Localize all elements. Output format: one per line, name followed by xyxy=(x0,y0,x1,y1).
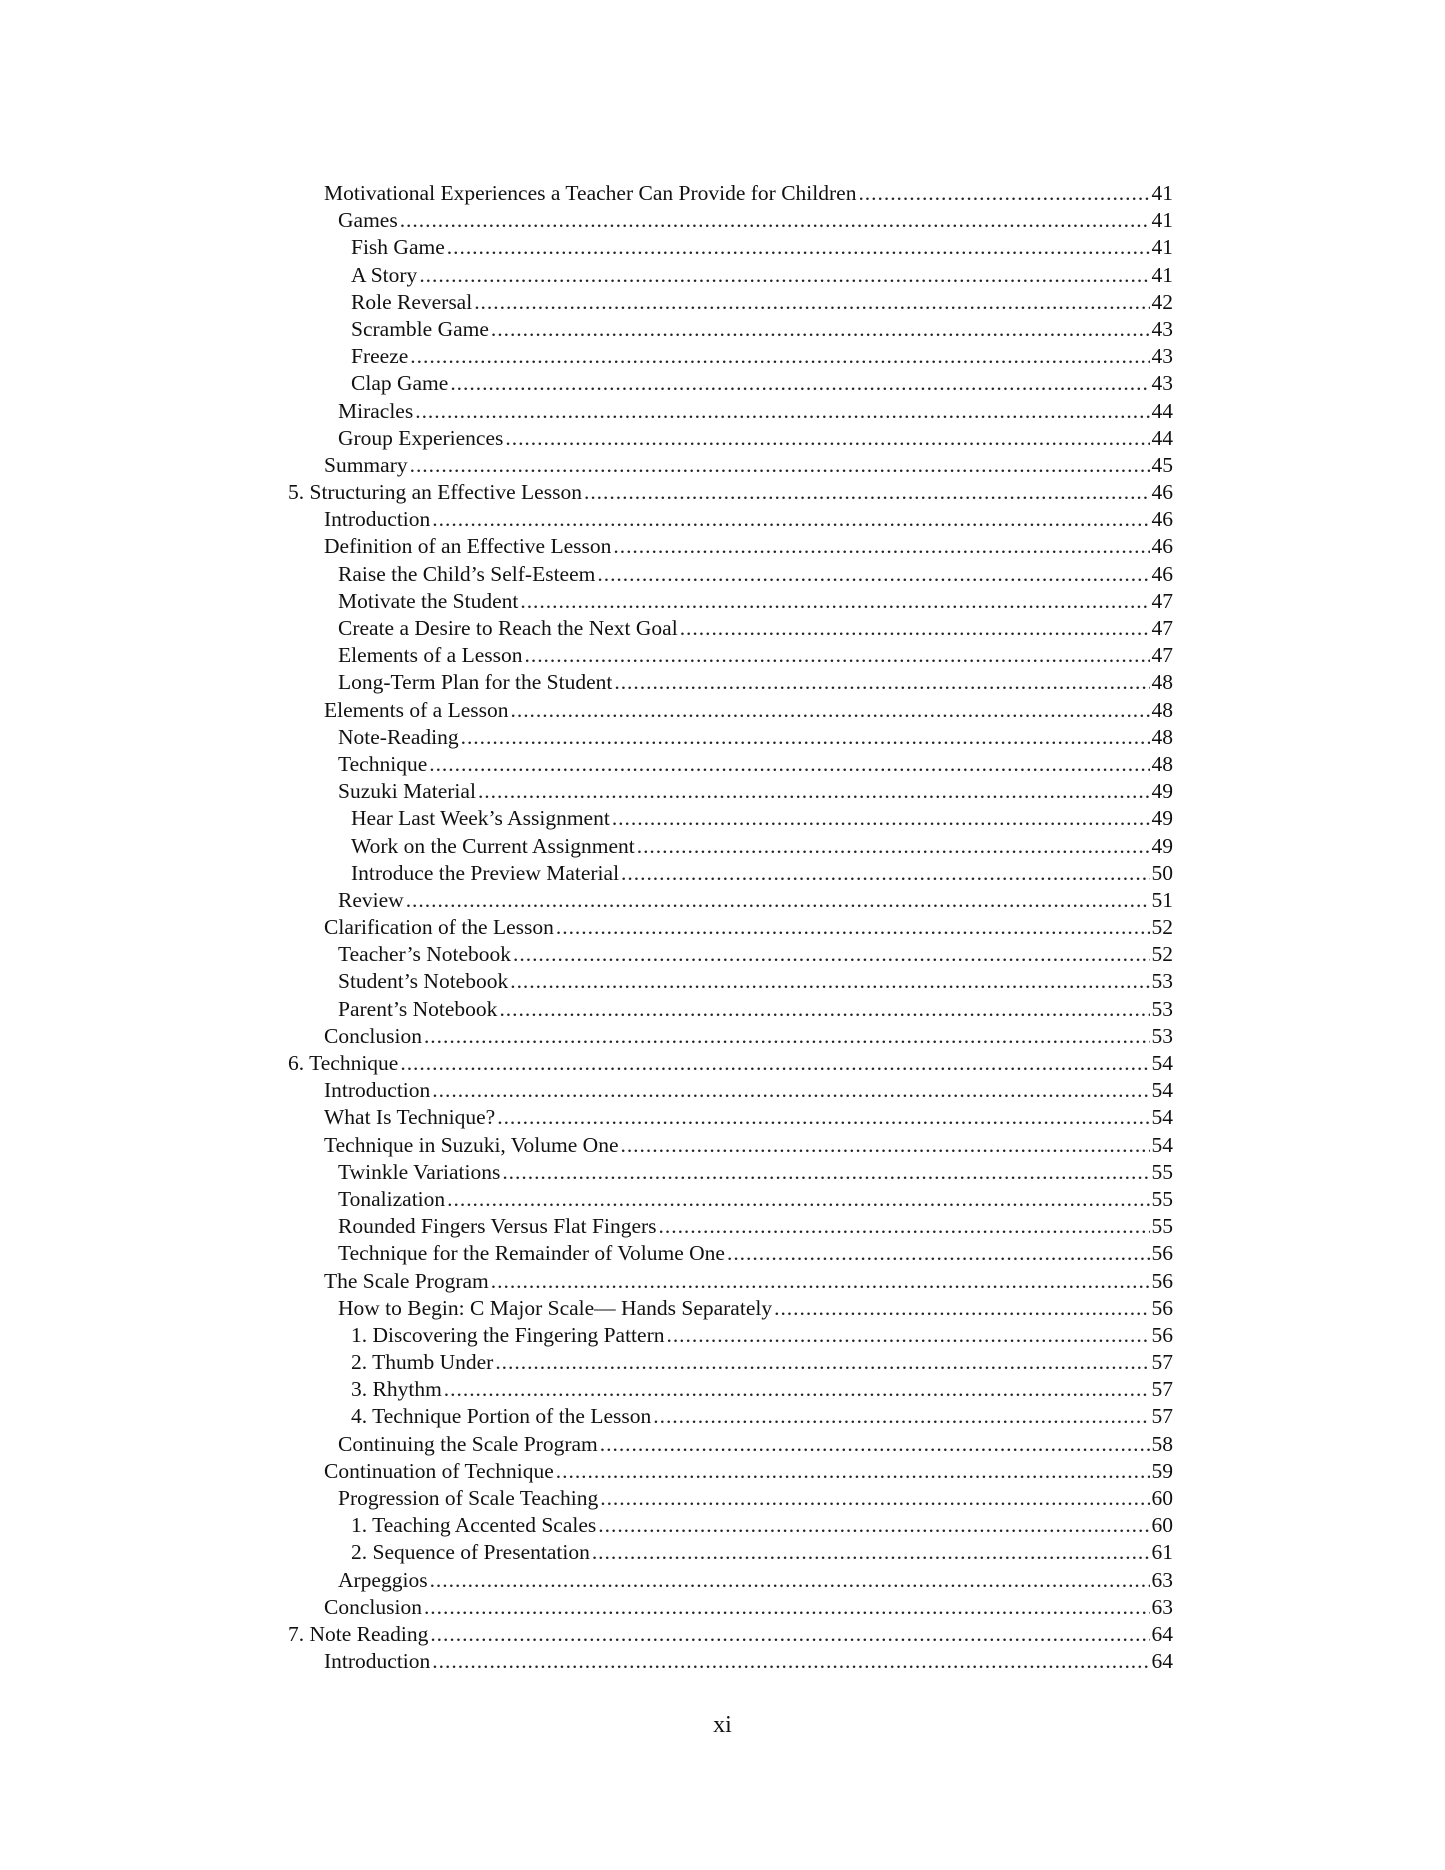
toc-entry-page: 59 xyxy=(1151,1458,1173,1483)
toc-entry-title: 7. Note Reading xyxy=(288,1621,429,1646)
dot-leader xyxy=(614,669,1149,696)
toc-entry-title: Technique xyxy=(338,751,428,776)
toc-entry-page: 46 xyxy=(1151,561,1173,586)
toc-entry-title: Fish Game xyxy=(351,235,445,260)
toc-entry xyxy=(288,588,1173,615)
toc-entry xyxy=(288,833,1173,860)
toc-entry xyxy=(288,425,1173,452)
toc-entry xyxy=(288,561,1173,588)
toc-entry-title: Elements of a Lesson xyxy=(338,643,523,668)
toc-entry-title: Clarification of the Lesson xyxy=(324,915,554,940)
toc-entry-title: Long-Term Plan for the Student xyxy=(338,670,613,695)
dot-leader xyxy=(612,805,1150,832)
toc-entry xyxy=(288,1539,1173,1566)
toc-entry-title: Parent’s Notebook xyxy=(338,996,498,1021)
dot-leader xyxy=(410,343,1149,370)
toc-entry xyxy=(288,751,1173,778)
toc-entry-page: 52 xyxy=(1151,915,1173,940)
dot-leader xyxy=(556,1458,1150,1485)
toc-entry xyxy=(288,1050,1173,1077)
toc-entry-page: 60 xyxy=(1151,1486,1173,1510)
toc-entry-title: Introduction xyxy=(324,1078,431,1103)
toc-entry xyxy=(288,1648,1173,1675)
toc-entry-page: 44 xyxy=(1151,398,1173,423)
toc-entry-title: Introduction xyxy=(324,507,431,532)
toc-entry xyxy=(288,207,1173,234)
toc-entry-title: 2. Sequence of Presentation xyxy=(351,1540,590,1565)
toc-entry-title: 1. Discovering the Fingering Pattern xyxy=(351,1322,665,1347)
toc-entry xyxy=(288,533,1173,560)
toc-entry-page: 53 xyxy=(1151,969,1173,994)
toc-entry-title: Freeze xyxy=(351,344,409,369)
toc-entry-title: Hear Last Week’s Assignment xyxy=(351,806,610,831)
toc-entry-page: 57 xyxy=(1151,1404,1173,1429)
toc-entry-title: Progression of Scale Teaching xyxy=(338,1486,599,1510)
toc-entry-page: 43 xyxy=(1151,344,1173,369)
dot-leader xyxy=(525,642,1150,669)
dot-leader xyxy=(666,1322,1149,1349)
toc-entry-title: Introduce the Preview Material xyxy=(351,860,620,885)
dot-leader xyxy=(432,506,1149,533)
toc-entry-page: 56 xyxy=(1151,1322,1173,1347)
toc-entry xyxy=(288,1403,1173,1430)
toc-entry-title: Work on the Current Assignment xyxy=(351,833,635,858)
toc-entry-page: 56 xyxy=(1151,1295,1173,1320)
dot-leader xyxy=(659,1213,1150,1240)
toc-entry xyxy=(288,1132,1173,1159)
toc-entry-page: 54 xyxy=(1151,1051,1173,1075)
toc-entry-title: Technique in Suzuki, Volume One xyxy=(324,1132,619,1157)
dot-leader xyxy=(424,1023,1150,1050)
toc-entry-title: Arpeggios xyxy=(338,1567,428,1592)
toc-entry-page: 53 xyxy=(1151,1023,1173,1048)
dot-leader xyxy=(424,1594,1150,1621)
toc-entry-title: Conclusion xyxy=(324,1594,422,1619)
dot-leader xyxy=(478,778,1150,805)
dot-leader xyxy=(491,1268,1150,1295)
dot-leader xyxy=(430,1567,1150,1594)
toc-entry xyxy=(288,180,1173,207)
toc-entry xyxy=(288,1458,1173,1485)
toc-entry xyxy=(288,1213,1173,1240)
toc-entry-page: 41 xyxy=(1151,208,1173,233)
toc-entry-page: 47 xyxy=(1151,643,1173,668)
dot-leader xyxy=(444,1376,1150,1403)
dot-leader xyxy=(513,941,1149,968)
dot-leader xyxy=(653,1403,1149,1430)
dot-leader xyxy=(600,1431,1150,1458)
toc-entry-page: 45 xyxy=(1151,452,1173,477)
toc-entry-title: Conclusion xyxy=(324,1023,422,1048)
toc-entry xyxy=(288,1240,1173,1267)
dot-leader xyxy=(430,1621,1149,1648)
toc-entry-page: 49 xyxy=(1151,833,1173,858)
toc-entry xyxy=(288,1621,1173,1648)
toc-entry-title: 6. Technique xyxy=(288,1051,399,1075)
toc-entry-page: 49 xyxy=(1151,779,1173,804)
dot-leader xyxy=(592,1539,1150,1566)
toc-entry-page: 56 xyxy=(1151,1268,1173,1293)
dot-leader xyxy=(432,1077,1149,1104)
table-of-contents xyxy=(288,180,1173,1675)
dot-leader xyxy=(499,996,1149,1023)
toc-entry-page: 54 xyxy=(1151,1078,1173,1103)
dot-leader xyxy=(474,289,1149,316)
dot-leader xyxy=(461,724,1150,751)
toc-entry-title: What Is Technique? xyxy=(324,1105,496,1130)
toc-entry-page: 64 xyxy=(1151,1649,1173,1674)
toc-entry-title: Continuing the Scale Program xyxy=(338,1431,598,1456)
toc-entry xyxy=(288,642,1173,669)
toc-entry-page: 60 xyxy=(1151,1513,1173,1538)
dot-leader xyxy=(497,1104,1149,1131)
toc-entry-title: Continuation of Technique xyxy=(324,1458,554,1483)
dot-leader xyxy=(858,180,1149,207)
dot-leader xyxy=(598,1512,1149,1539)
dot-leader xyxy=(400,207,1150,234)
toc-entry-title: Definition of an Effective Lesson xyxy=(324,534,612,559)
toc-entry-title: Role Reversal xyxy=(351,289,473,314)
toc-entry xyxy=(288,1104,1173,1131)
toc-entry xyxy=(288,697,1173,724)
toc-entry-title: Twinkle Variations xyxy=(338,1159,501,1184)
toc-entry-title: Student’s Notebook xyxy=(338,969,509,994)
toc-entry-page: 57 xyxy=(1151,1377,1173,1402)
dot-leader xyxy=(511,697,1150,724)
toc-entry-title: Rounded Fingers Versus Flat Fingers xyxy=(338,1214,657,1239)
dot-leader xyxy=(495,1349,1149,1376)
toc-entry-title: How to Begin: C Major Scale— Hands Separately xyxy=(338,1295,773,1320)
dot-leader xyxy=(556,914,1150,941)
toc-entry-title: Scramble Game xyxy=(351,316,489,341)
toc-entry xyxy=(288,887,1173,914)
toc-entry-title: Note-Reading xyxy=(338,724,459,749)
toc-entry xyxy=(288,1186,1173,1213)
toc-entry-page: 54 xyxy=(1151,1105,1173,1130)
toc-entry-page: 48 xyxy=(1151,724,1173,749)
toc-entry-title: Miracles xyxy=(338,398,414,423)
toc-entry-page: 46 xyxy=(1151,534,1173,559)
toc-entry xyxy=(288,452,1173,479)
dot-leader xyxy=(637,833,1150,860)
toc-entry xyxy=(288,479,1173,506)
toc-entry xyxy=(288,996,1173,1023)
toc-entry xyxy=(288,1159,1173,1186)
toc-entry-page: 55 xyxy=(1151,1186,1173,1211)
toc-entry xyxy=(288,914,1173,941)
dot-leader xyxy=(510,968,1149,995)
dot-leader xyxy=(600,1485,1149,1512)
toc-entry xyxy=(288,370,1173,397)
dot-leader xyxy=(447,1186,1149,1213)
toc-entry-title: 2. Thumb Under xyxy=(351,1350,494,1375)
dot-leader xyxy=(584,479,1150,506)
toc-entry-page: 61 xyxy=(1151,1540,1173,1565)
dot-leader xyxy=(680,615,1150,642)
toc-entry-page: 57 xyxy=(1151,1350,1173,1375)
toc-entry xyxy=(288,724,1173,751)
toc-entry-page: 47 xyxy=(1151,588,1173,613)
toc-entry-page: 41 xyxy=(1151,181,1173,205)
toc-entry xyxy=(288,805,1173,832)
dot-leader xyxy=(429,751,1149,778)
toc-entry-page: 42 xyxy=(1151,289,1173,314)
toc-entry xyxy=(288,968,1173,995)
toc-entry-title: Introduction xyxy=(324,1649,431,1674)
dot-leader xyxy=(450,370,1149,397)
dot-leader xyxy=(774,1295,1149,1322)
toc-entry-page: 46 xyxy=(1151,480,1173,505)
dot-leader xyxy=(727,1240,1150,1267)
dot-leader xyxy=(613,533,1149,560)
toc-entry xyxy=(288,941,1173,968)
toc-entry-page: 49 xyxy=(1151,806,1173,831)
toc-entry-page: 50 xyxy=(1151,860,1173,885)
toc-entry-page: 41 xyxy=(1151,235,1173,260)
dot-leader xyxy=(502,1159,1149,1186)
toc-entry-page: 55 xyxy=(1151,1214,1173,1239)
toc-entry-title: Motivational Experiences a Teacher Can Provide for Children xyxy=(324,181,857,205)
toc-entry xyxy=(288,1322,1173,1349)
toc-entry-title: Suzuki Material xyxy=(338,779,476,804)
toc-entry-title: Summary xyxy=(324,452,408,477)
toc-entry xyxy=(288,1023,1173,1050)
dot-leader xyxy=(597,561,1149,588)
toc-entry-title: 5. Structuring an Effective Lesson xyxy=(288,480,582,505)
toc-entry xyxy=(288,316,1173,343)
toc-entry-title: Create a Desire to Reach the Next Goal xyxy=(338,616,678,640)
toc-entry xyxy=(288,1567,1173,1594)
toc-entry xyxy=(288,1349,1173,1376)
dot-leader xyxy=(415,398,1149,425)
toc-entry-page: 52 xyxy=(1151,942,1173,967)
dot-leader xyxy=(400,1050,1149,1077)
toc-entry xyxy=(288,1485,1173,1512)
toc-entry xyxy=(288,1268,1173,1295)
toc-entry xyxy=(288,860,1173,887)
toc-entry xyxy=(288,1376,1173,1403)
dot-leader xyxy=(505,425,1149,452)
toc-entry xyxy=(288,1077,1173,1104)
toc-entry xyxy=(288,262,1173,289)
dot-leader xyxy=(520,588,1149,615)
toc-entry-title: 3. Rhythm xyxy=(351,1377,442,1402)
toc-entry xyxy=(288,778,1173,805)
toc-entry-page: 46 xyxy=(1151,507,1173,532)
toc-entry-page: 51 xyxy=(1151,887,1173,912)
toc-entry-title: Group Experiences xyxy=(338,425,504,450)
toc-entry-page: 43 xyxy=(1151,316,1173,341)
toc-entry-page: 44 xyxy=(1151,425,1173,450)
toc-entry-page: 56 xyxy=(1151,1241,1173,1266)
toc-entry-title: A Story xyxy=(351,262,418,287)
toc-entry xyxy=(288,1512,1173,1539)
toc-entry xyxy=(288,1295,1173,1322)
toc-entry-title: Teacher’s Notebook xyxy=(338,942,512,967)
toc-entry-page: 48 xyxy=(1151,670,1173,695)
toc-entry-title: Elements of a Lesson xyxy=(324,697,509,722)
toc-entry xyxy=(288,669,1173,696)
toc-entry-title: 1. Teaching Accented Scales xyxy=(351,1513,597,1538)
toc-entry xyxy=(288,1594,1173,1621)
toc-entry-title: 4. Technique Portion of the Lesson xyxy=(351,1404,652,1429)
dot-leader xyxy=(620,1132,1149,1159)
toc-entry-page: 43 xyxy=(1151,371,1173,396)
toc-entry xyxy=(288,615,1173,642)
toc-entry-page: 53 xyxy=(1151,996,1173,1021)
toc-entry xyxy=(288,1431,1173,1458)
toc-entry-page: 63 xyxy=(1151,1594,1173,1619)
toc-entry xyxy=(288,506,1173,533)
dot-leader xyxy=(419,262,1149,289)
page-number: xi xyxy=(713,1712,732,1738)
toc-entry-page: 47 xyxy=(1151,616,1173,640)
toc-entry-title: Tonalization xyxy=(338,1186,446,1211)
toc-entry-page: 48 xyxy=(1151,697,1173,722)
toc-entry-page: 63 xyxy=(1151,1567,1173,1592)
toc-entry-title: Clap Game xyxy=(351,371,449,396)
toc-entry-title: Technique for the Remainder of Volume One xyxy=(338,1241,725,1266)
toc-entry-page: 48 xyxy=(1151,751,1173,776)
toc-entry-page: 55 xyxy=(1151,1159,1173,1184)
dot-leader xyxy=(406,887,1150,914)
dot-leader xyxy=(491,316,1150,343)
toc-entry-title: Games xyxy=(338,208,398,233)
toc-entry xyxy=(288,343,1173,370)
toc-entry-title: The Scale Program xyxy=(324,1268,489,1293)
toc-entry-page: 54 xyxy=(1151,1132,1173,1157)
toc-entry-title: Review xyxy=(338,887,404,912)
toc-entry-page: 58 xyxy=(1151,1431,1173,1456)
toc-entry-page: 41 xyxy=(1151,262,1173,287)
dot-leader xyxy=(432,1648,1149,1675)
toc-entry xyxy=(288,234,1173,261)
dot-leader xyxy=(621,860,1149,887)
dot-leader xyxy=(447,234,1150,261)
toc-entry xyxy=(288,289,1173,316)
toc-entry-page: 64 xyxy=(1151,1621,1173,1646)
dot-leader xyxy=(410,452,1150,479)
toc-entry-title: Raise the Child’s Self-Esteem xyxy=(338,561,596,586)
toc-entry xyxy=(288,398,1173,425)
toc-entry-title: Motivate the Student xyxy=(338,588,519,613)
